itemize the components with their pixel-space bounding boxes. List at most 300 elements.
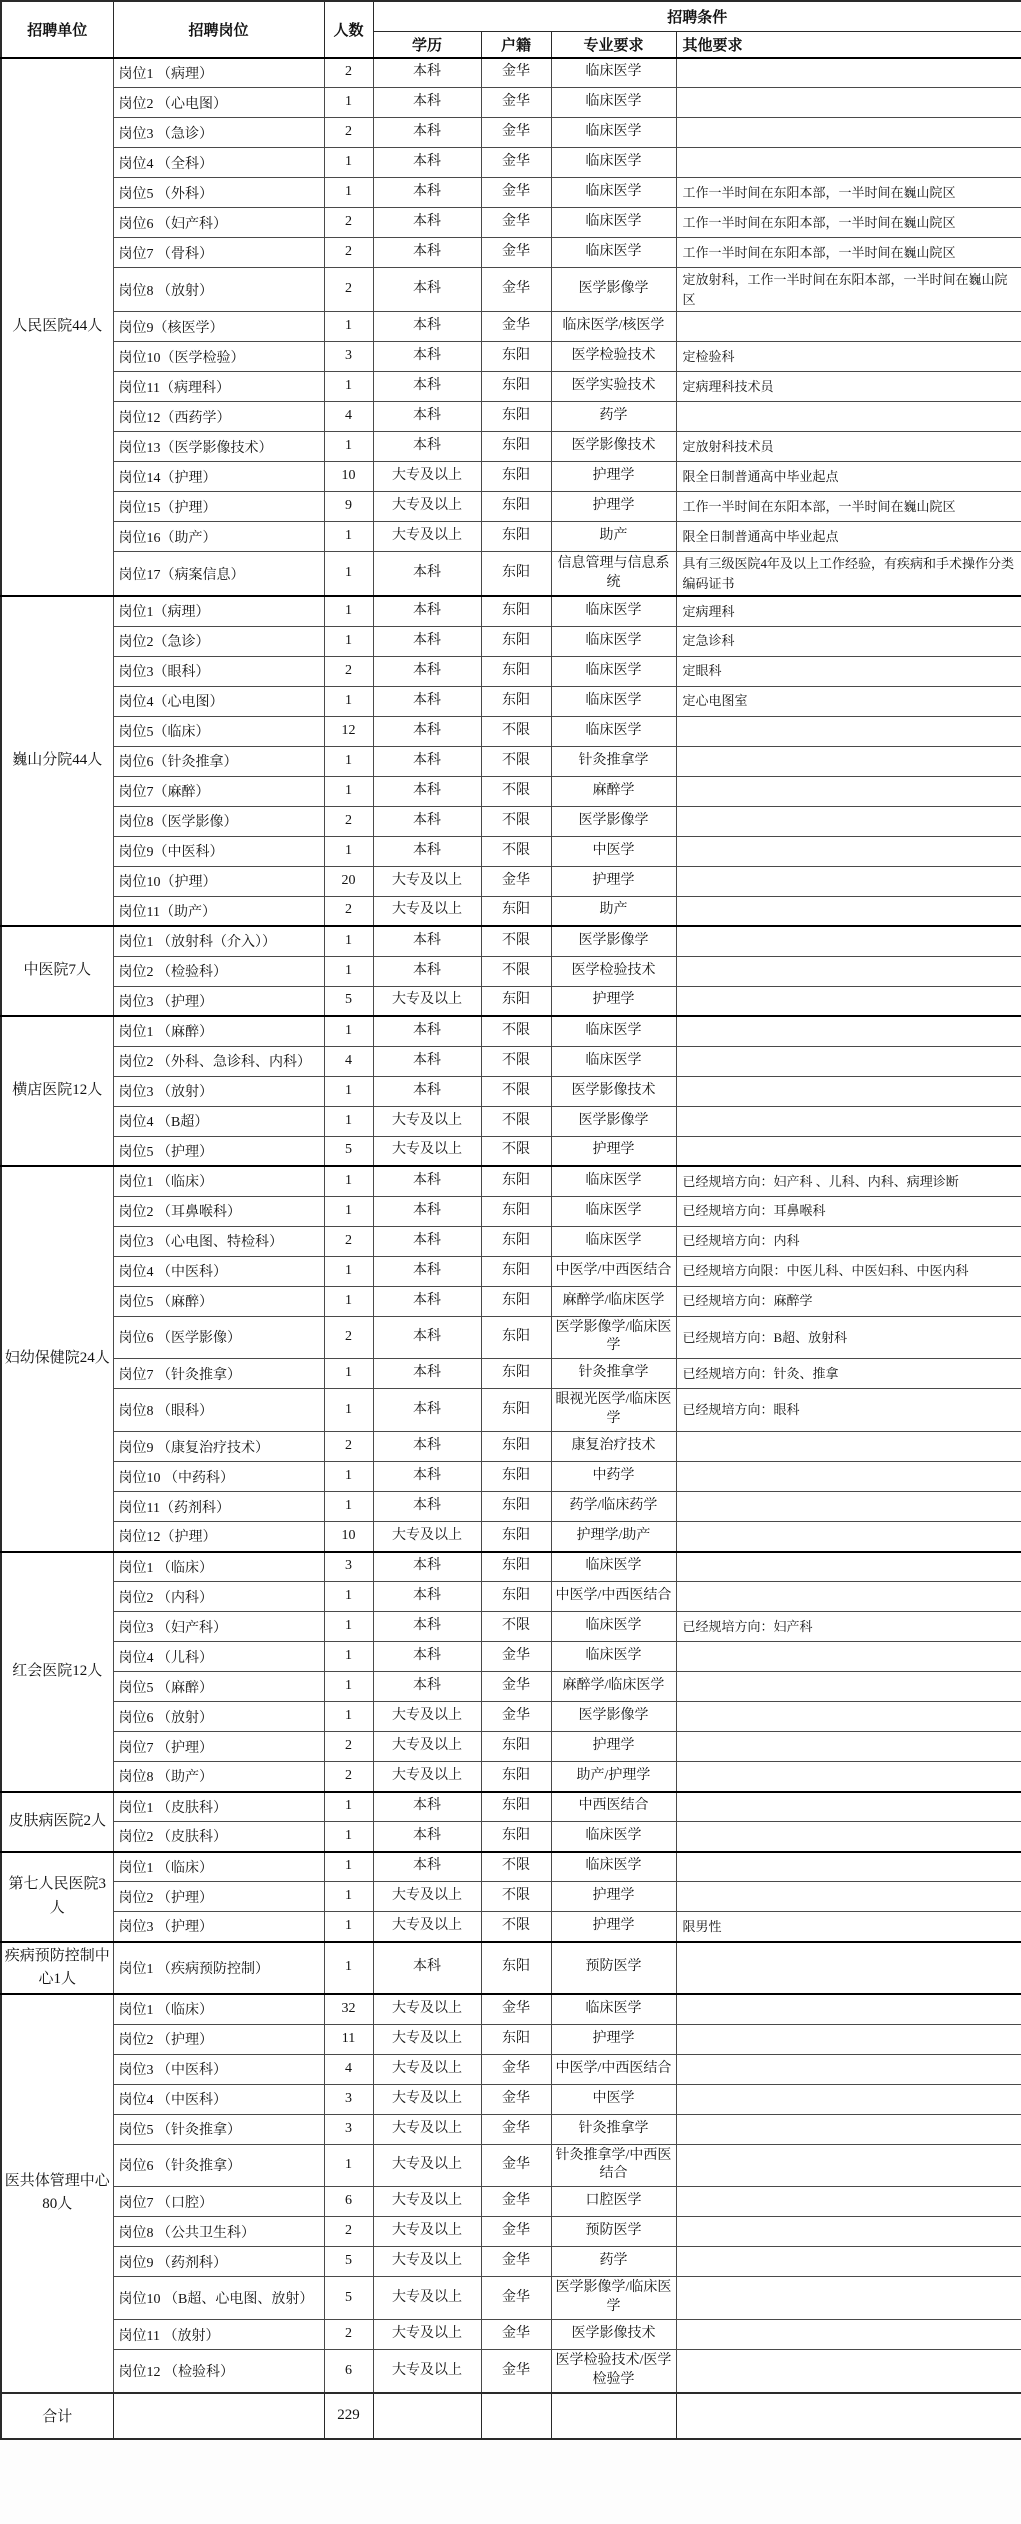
household-cell: 金华 (481, 866, 551, 896)
table-row (1, 776, 1021, 806)
position-cell: 岗位4 （儿科） (113, 1642, 324, 1672)
major-cell: 预防医学 (551, 1942, 676, 1995)
household-cell: 不限 (481, 806, 551, 836)
table-row (1, 1612, 1021, 1642)
position-cell: 岗位13（医学影像技术） (113, 432, 324, 462)
position-cell: 岗位4 （B超） (113, 1106, 324, 1136)
other-cell (676, 1994, 1021, 2024)
education-cell: 本科 (373, 1046, 481, 1076)
education-cell: 本科 (373, 596, 481, 626)
count-cell: 2 (324, 2217, 373, 2247)
other-cell (676, 2054, 1021, 2084)
table-row (1, 1136, 1021, 1166)
household-cell: 不限 (481, 716, 551, 746)
table-row (1, 1942, 1021, 1995)
household-cell: 金华 (481, 2217, 551, 2247)
other-cell (676, 1672, 1021, 1702)
table-body (1, 58, 1021, 2393)
count-cell: 1 (324, 1582, 373, 1612)
other-cell: 已经规培方向：耳鼻喉科 (676, 1196, 1021, 1226)
household-cell: 东阳 (481, 2024, 551, 2054)
education-cell: 本科 (373, 372, 481, 402)
position-cell: 岗位10 （中药科） (113, 1462, 324, 1492)
household-cell: 金华 (481, 2187, 551, 2217)
count-cell: 20 (324, 866, 373, 896)
count-cell: 2 (324, 118, 373, 148)
other-cell (676, 806, 1021, 836)
major-cell: 信息管理与信息系统 (551, 552, 676, 597)
household-cell: 东阳 (481, 1792, 551, 1822)
household-cell: 东阳 (481, 986, 551, 1016)
total-label: 合计 (1, 2393, 113, 2439)
other-cell: 定眼科 (676, 656, 1021, 686)
major-cell: 医学影像学/临床医学 (551, 1316, 676, 1359)
position-cell: 岗位2 （外科、急诊科、内科） (113, 1046, 324, 1076)
education-cell: 本科 (373, 656, 481, 686)
total-empty-position (113, 2393, 324, 2439)
position-cell: 岗位5（临床） (113, 716, 324, 746)
education-cell: 本科 (373, 686, 481, 716)
table-row (1, 746, 1021, 776)
education-cell: 本科 (373, 1582, 481, 1612)
table-row (1, 1196, 1021, 1226)
count-cell: 1 (324, 1822, 373, 1852)
household-cell: 不限 (481, 776, 551, 806)
education-cell: 本科 (373, 1359, 481, 1389)
table-row (1, 58, 1021, 88)
other-cell (676, 1106, 1021, 1136)
major-cell: 临床医学 (551, 238, 676, 268)
position-cell: 岗位8 （放射） (113, 268, 324, 312)
position-cell: 岗位3 （妇产科） (113, 1612, 324, 1642)
table-row (1, 1106, 1021, 1136)
education-cell: 本科 (373, 88, 481, 118)
household-cell: 金华 (481, 118, 551, 148)
major-cell: 临床医学 (551, 178, 676, 208)
education-cell: 本科 (373, 956, 481, 986)
education-cell: 本科 (373, 1256, 481, 1286)
household-cell: 东阳 (481, 1522, 551, 1552)
household-cell: 金华 (481, 178, 551, 208)
count-cell: 1 (324, 836, 373, 866)
other-cell (676, 2277, 1021, 2320)
table-row (1, 1642, 1021, 1672)
position-cell: 岗位3 （中医科） (113, 2054, 324, 2084)
major-cell: 助产 (551, 896, 676, 926)
count-cell: 1 (324, 1792, 373, 1822)
position-cell: 岗位10 （B超、心电图、放射） (113, 2277, 324, 2320)
education-cell: 大专及以上 (373, 2187, 481, 2217)
table-row (1, 1462, 1021, 1492)
major-cell: 针灸推拿学 (551, 746, 676, 776)
table-row (1, 1046, 1021, 1076)
major-cell: 药学/临床药学 (551, 1492, 676, 1522)
other-cell: 定放射科技术员 (676, 432, 1021, 462)
table-row (1, 1359, 1021, 1389)
count-cell: 2 (324, 1732, 373, 1762)
other-cell: 已经规培方向限：中医儿科、中医妇科、中医内科 (676, 1256, 1021, 1286)
table-row (1, 2054, 1021, 2084)
major-cell: 康复治疗技术 (551, 1432, 676, 1462)
table-row (1, 2247, 1021, 2277)
other-cell: 已经规培方向：内科 (676, 1226, 1021, 1256)
count-cell: 1 (324, 1016, 373, 1046)
position-cell: 岗位11（药剂科） (113, 1492, 324, 1522)
major-cell: 中医学/中西医结合 (551, 2054, 676, 2084)
major-cell: 临床医学 (551, 1016, 676, 1046)
education-cell: 本科 (373, 626, 481, 656)
education-cell: 大专及以上 (373, 1762, 481, 1792)
major-cell: 医学影像学 (551, 268, 676, 312)
major-cell: 医学检验技术 (551, 956, 676, 986)
education-cell: 大专及以上 (373, 2114, 481, 2144)
position-cell: 岗位6 （妇产科） (113, 208, 324, 238)
household-cell: 东阳 (481, 1166, 551, 1196)
position-cell: 岗位4 （中医科） (113, 2084, 324, 2114)
position-cell: 岗位8 （助产） (113, 1762, 324, 1792)
household-cell: 东阳 (481, 1226, 551, 1256)
other-cell (676, 1852, 1021, 1882)
unit-cell: 妇幼保健院24人 (1, 1166, 113, 1552)
household-cell: 东阳 (481, 1286, 551, 1316)
count-cell: 2 (324, 1316, 373, 1359)
table-row (1, 1226, 1021, 1256)
education-cell: 本科 (373, 1462, 481, 1492)
count-cell: 1 (324, 1642, 373, 1672)
major-cell: 药学 (551, 2247, 676, 2277)
household-cell: 东阳 (481, 1762, 551, 1792)
table-row (1, 118, 1021, 148)
count-cell: 1 (324, 432, 373, 462)
position-cell: 岗位11 （放射） (113, 2320, 324, 2350)
position-cell: 岗位5 （麻醉） (113, 1672, 324, 1702)
table-row (1, 1432, 1021, 1462)
major-cell: 医学影像学 (551, 1702, 676, 1732)
major-cell: 医学影像学/临床医学 (551, 2277, 676, 2320)
household-cell: 东阳 (481, 1462, 551, 1492)
household-cell: 东阳 (481, 1552, 551, 1582)
household-cell: 东阳 (481, 686, 551, 716)
count-cell: 1 (324, 596, 373, 626)
major-cell: 临床医学/核医学 (551, 312, 676, 342)
position-cell: 岗位9 （康复治疗技术） (113, 1432, 324, 1462)
count-cell: 1 (324, 552, 373, 597)
table-row (1, 1994, 1021, 2024)
count-cell: 1 (324, 956, 373, 986)
education-cell: 本科 (373, 552, 481, 597)
table-row (1, 1582, 1021, 1612)
major-cell: 麻醉学 (551, 776, 676, 806)
household-cell: 金华 (481, 88, 551, 118)
major-cell: 医学检验技术 (551, 342, 676, 372)
education-cell: 本科 (373, 1552, 481, 1582)
position-cell: 岗位11（病理科） (113, 372, 324, 402)
education-cell: 本科 (373, 1852, 481, 1882)
education-cell: 本科 (373, 1672, 481, 1702)
major-cell: 医学检验技术/医学检验学 (551, 2350, 676, 2393)
table-row (1, 2320, 1021, 2350)
count-cell: 1 (324, 2144, 373, 2187)
major-cell: 护理学 (551, 1136, 676, 1166)
position-cell: 岗位5 （麻醉） (113, 1286, 324, 1316)
major-cell: 药学 (551, 402, 676, 432)
table-row (1, 342, 1021, 372)
major-cell: 临床医学 (551, 1822, 676, 1852)
count-cell: 10 (324, 1522, 373, 1552)
position-cell: 岗位8（医学影像） (113, 806, 324, 836)
other-cell: 已经规培方向：眼科 (676, 1389, 1021, 1432)
other-cell (676, 2144, 1021, 2187)
other-cell (676, 926, 1021, 956)
education-cell: 本科 (373, 1792, 481, 1822)
table-row (1, 2187, 1021, 2217)
position-cell: 岗位1 （临床） (113, 1166, 324, 1196)
education-cell: 本科 (373, 1196, 481, 1226)
count-cell: 4 (324, 1046, 373, 1076)
other-cell: 工作一半时间在东阳本部，一半时间在巍山院区 (676, 238, 1021, 268)
position-cell: 岗位4（心电图） (113, 686, 324, 716)
table-footer (1, 2393, 1021, 2439)
count-cell: 2 (324, 1432, 373, 1462)
household-cell: 不限 (481, 1106, 551, 1136)
other-cell (676, 986, 1021, 1016)
other-cell (676, 1642, 1021, 1672)
header-conditions-group: 招聘条件 (373, 1, 1021, 31)
household-cell: 东阳 (481, 1432, 551, 1462)
other-cell: 定心电图室 (676, 686, 1021, 716)
major-cell: 临床医学 (551, 58, 676, 88)
major-cell: 助产 (551, 522, 676, 552)
education-cell: 本科 (373, 208, 481, 238)
header-household: 户籍 (481, 31, 551, 58)
table-row (1, 432, 1021, 462)
major-cell: 护理学 (551, 1882, 676, 1912)
position-cell: 岗位1 （临床） (113, 1852, 324, 1882)
other-cell (676, 2114, 1021, 2144)
count-cell: 9 (324, 492, 373, 522)
major-cell: 临床医学 (551, 1226, 676, 1256)
major-cell: 中医学 (551, 836, 676, 866)
total-row (1, 2393, 1021, 2439)
household-cell: 不限 (481, 956, 551, 986)
other-cell (676, 2320, 1021, 2350)
other-cell: 定急诊科 (676, 626, 1021, 656)
position-cell: 岗位1 （麻醉） (113, 1016, 324, 1046)
count-cell: 10 (324, 462, 373, 492)
table-row (1, 208, 1021, 238)
household-cell: 金华 (481, 2247, 551, 2277)
education-cell: 本科 (373, 118, 481, 148)
household-cell: 东阳 (481, 402, 551, 432)
education-cell: 大专及以上 (373, 2084, 481, 2114)
table-row (1, 148, 1021, 178)
count-cell: 1 (324, 776, 373, 806)
count-cell: 1 (324, 88, 373, 118)
other-cell (676, 312, 1021, 342)
education-cell: 大专及以上 (373, 1882, 481, 1912)
major-cell: 麻醉学/临床医学 (551, 1286, 676, 1316)
position-cell: 岗位11（助产） (113, 896, 324, 926)
other-cell (676, 836, 1021, 866)
other-cell (676, 1822, 1021, 1852)
count-cell: 1 (324, 1359, 373, 1389)
position-cell: 岗位7 （口腔） (113, 2187, 324, 2217)
table-row (1, 552, 1021, 597)
other-cell: 工作一半时间在东阳本部，一半时间在巍山院区 (676, 208, 1021, 238)
count-cell: 32 (324, 1994, 373, 2024)
household-cell: 东阳 (481, 1359, 551, 1389)
household-cell: 东阳 (481, 1389, 551, 1432)
other-cell (676, 2217, 1021, 2247)
table-row (1, 596, 1021, 626)
major-cell: 临床医学 (551, 1166, 676, 1196)
household-cell: 金华 (481, 2277, 551, 2320)
position-cell: 岗位6 （放射） (113, 1702, 324, 1732)
count-cell: 4 (324, 402, 373, 432)
education-cell: 大专及以上 (373, 462, 481, 492)
household-cell: 金华 (481, 1702, 551, 1732)
other-cell: 定病理科 (676, 596, 1021, 626)
other-cell (676, 746, 1021, 776)
other-cell (676, 1136, 1021, 1166)
major-cell: 临床医学 (551, 686, 676, 716)
household-cell: 金华 (481, 312, 551, 342)
education-cell: 大专及以上 (373, 2217, 481, 2247)
household-cell: 金华 (481, 1642, 551, 1672)
major-cell: 护理学/助产 (551, 1522, 676, 1552)
other-cell: 定放射科，工作一半时间在东阳本部，一半时间在巍山院区 (676, 268, 1021, 312)
header-education: 学历 (373, 31, 481, 58)
major-cell: 临床医学 (551, 88, 676, 118)
household-cell: 东阳 (481, 896, 551, 926)
position-cell: 岗位1 （临床） (113, 1994, 324, 2024)
header-other: 其他要求 (676, 31, 1021, 58)
unit-cell: 人民医院44人 (1, 58, 113, 597)
major-cell: 中西医结合 (551, 1792, 676, 1822)
other-cell (676, 2187, 1021, 2217)
major-cell: 护理学 (551, 2024, 676, 2054)
other-cell (676, 2350, 1021, 2393)
major-cell: 临床医学 (551, 208, 676, 238)
household-cell: 金华 (481, 2084, 551, 2114)
unit-cell: 疾病预防控制中心1人 (1, 1942, 113, 1995)
count-cell: 1 (324, 1389, 373, 1432)
position-cell: 岗位2（急诊） (113, 626, 324, 656)
count-cell: 3 (324, 2084, 373, 2114)
major-cell: 护理学 (551, 1912, 676, 1942)
other-cell: 限全日制普通高中毕业起点 (676, 462, 1021, 492)
position-cell: 岗位4 （全科） (113, 148, 324, 178)
other-cell (676, 118, 1021, 148)
table-row (1, 1286, 1021, 1316)
education-cell: 大专及以上 (373, 896, 481, 926)
major-cell: 临床医学 (551, 626, 676, 656)
major-cell: 临床医学 (551, 1612, 676, 1642)
other-cell (676, 1792, 1021, 1822)
count-cell: 2 (324, 58, 373, 88)
other-cell: 工作一半时间在东阳本部，一半时间在巍山院区 (676, 178, 1021, 208)
education-cell: 本科 (373, 238, 481, 268)
education-cell: 本科 (373, 432, 481, 462)
table-row (1, 1912, 1021, 1942)
major-cell: 医学影像学 (551, 806, 676, 836)
table-row (1, 626, 1021, 656)
education-cell: 本科 (373, 746, 481, 776)
table-row (1, 2084, 1021, 2114)
table-row (1, 1882, 1021, 1912)
table-row (1, 1016, 1021, 1046)
position-cell: 岗位9（核医学） (113, 312, 324, 342)
other-cell (676, 1076, 1021, 1106)
major-cell: 针灸推拿学 (551, 2114, 676, 2144)
education-cell: 本科 (373, 1942, 481, 1995)
major-cell: 中医学/中西医结合 (551, 1582, 676, 1612)
table-row (1, 1316, 1021, 1359)
count-cell: 1 (324, 626, 373, 656)
household-cell: 东阳 (481, 1822, 551, 1852)
other-cell (676, 1552, 1021, 1582)
table-row (1, 1076, 1021, 1106)
major-cell: 助产/护理学 (551, 1762, 676, 1792)
major-cell: 护理学 (551, 986, 676, 1016)
education-cell: 本科 (373, 1166, 481, 1196)
major-cell: 医学影像学 (551, 1106, 676, 1136)
total-empty-other (676, 2393, 1021, 2439)
position-cell: 岗位2 （检验科） (113, 956, 324, 986)
position-cell: 岗位2 （心电图） (113, 88, 324, 118)
education-cell: 大专及以上 (373, 522, 481, 552)
other-cell (676, 1016, 1021, 1046)
education-cell: 本科 (373, 342, 481, 372)
other-cell (676, 1582, 1021, 1612)
table-row (1, 2114, 1021, 2144)
count-cell: 2 (324, 2320, 373, 2350)
education-cell: 大专及以上 (373, 2144, 481, 2187)
education-cell: 本科 (373, 1822, 481, 1852)
table-row (1, 1389, 1021, 1432)
household-cell: 不限 (481, 1016, 551, 1046)
household-cell: 金华 (481, 1672, 551, 1702)
major-cell: 医学影像技术 (551, 1076, 676, 1106)
position-cell: 岗位1 （皮肤科） (113, 1792, 324, 1822)
position-cell: 岗位2 （耳鼻喉科） (113, 1196, 324, 1226)
position-cell: 岗位16（助产） (113, 522, 324, 552)
table-row (1, 866, 1021, 896)
household-cell: 不限 (481, 926, 551, 956)
household-cell: 金华 (481, 58, 551, 88)
count-cell: 3 (324, 1552, 373, 1582)
count-cell: 1 (324, 1462, 373, 1492)
major-cell: 临床医学 (551, 1852, 676, 1882)
position-cell: 岗位3 （急诊） (113, 118, 324, 148)
table-row (1, 2024, 1021, 2054)
major-cell: 临床医学 (551, 596, 676, 626)
other-cell (676, 88, 1021, 118)
total-empty-education (373, 2393, 481, 2439)
education-cell: 本科 (373, 1612, 481, 1642)
household-cell: 东阳 (481, 1316, 551, 1359)
header-count: 人数 (324, 1, 373, 58)
position-cell: 岗位3（眼科） (113, 656, 324, 686)
education-cell: 大专及以上 (373, 1994, 481, 2024)
education-cell: 本科 (373, 1286, 481, 1316)
education-cell: 大专及以上 (373, 2350, 481, 2393)
household-cell: 不限 (481, 1912, 551, 1942)
household-cell: 东阳 (481, 1942, 551, 1995)
position-cell: 岗位12 （检验科） (113, 2350, 324, 2393)
position-cell: 岗位9 （药剂科） (113, 2247, 324, 2277)
household-cell: 不限 (481, 1852, 551, 1882)
